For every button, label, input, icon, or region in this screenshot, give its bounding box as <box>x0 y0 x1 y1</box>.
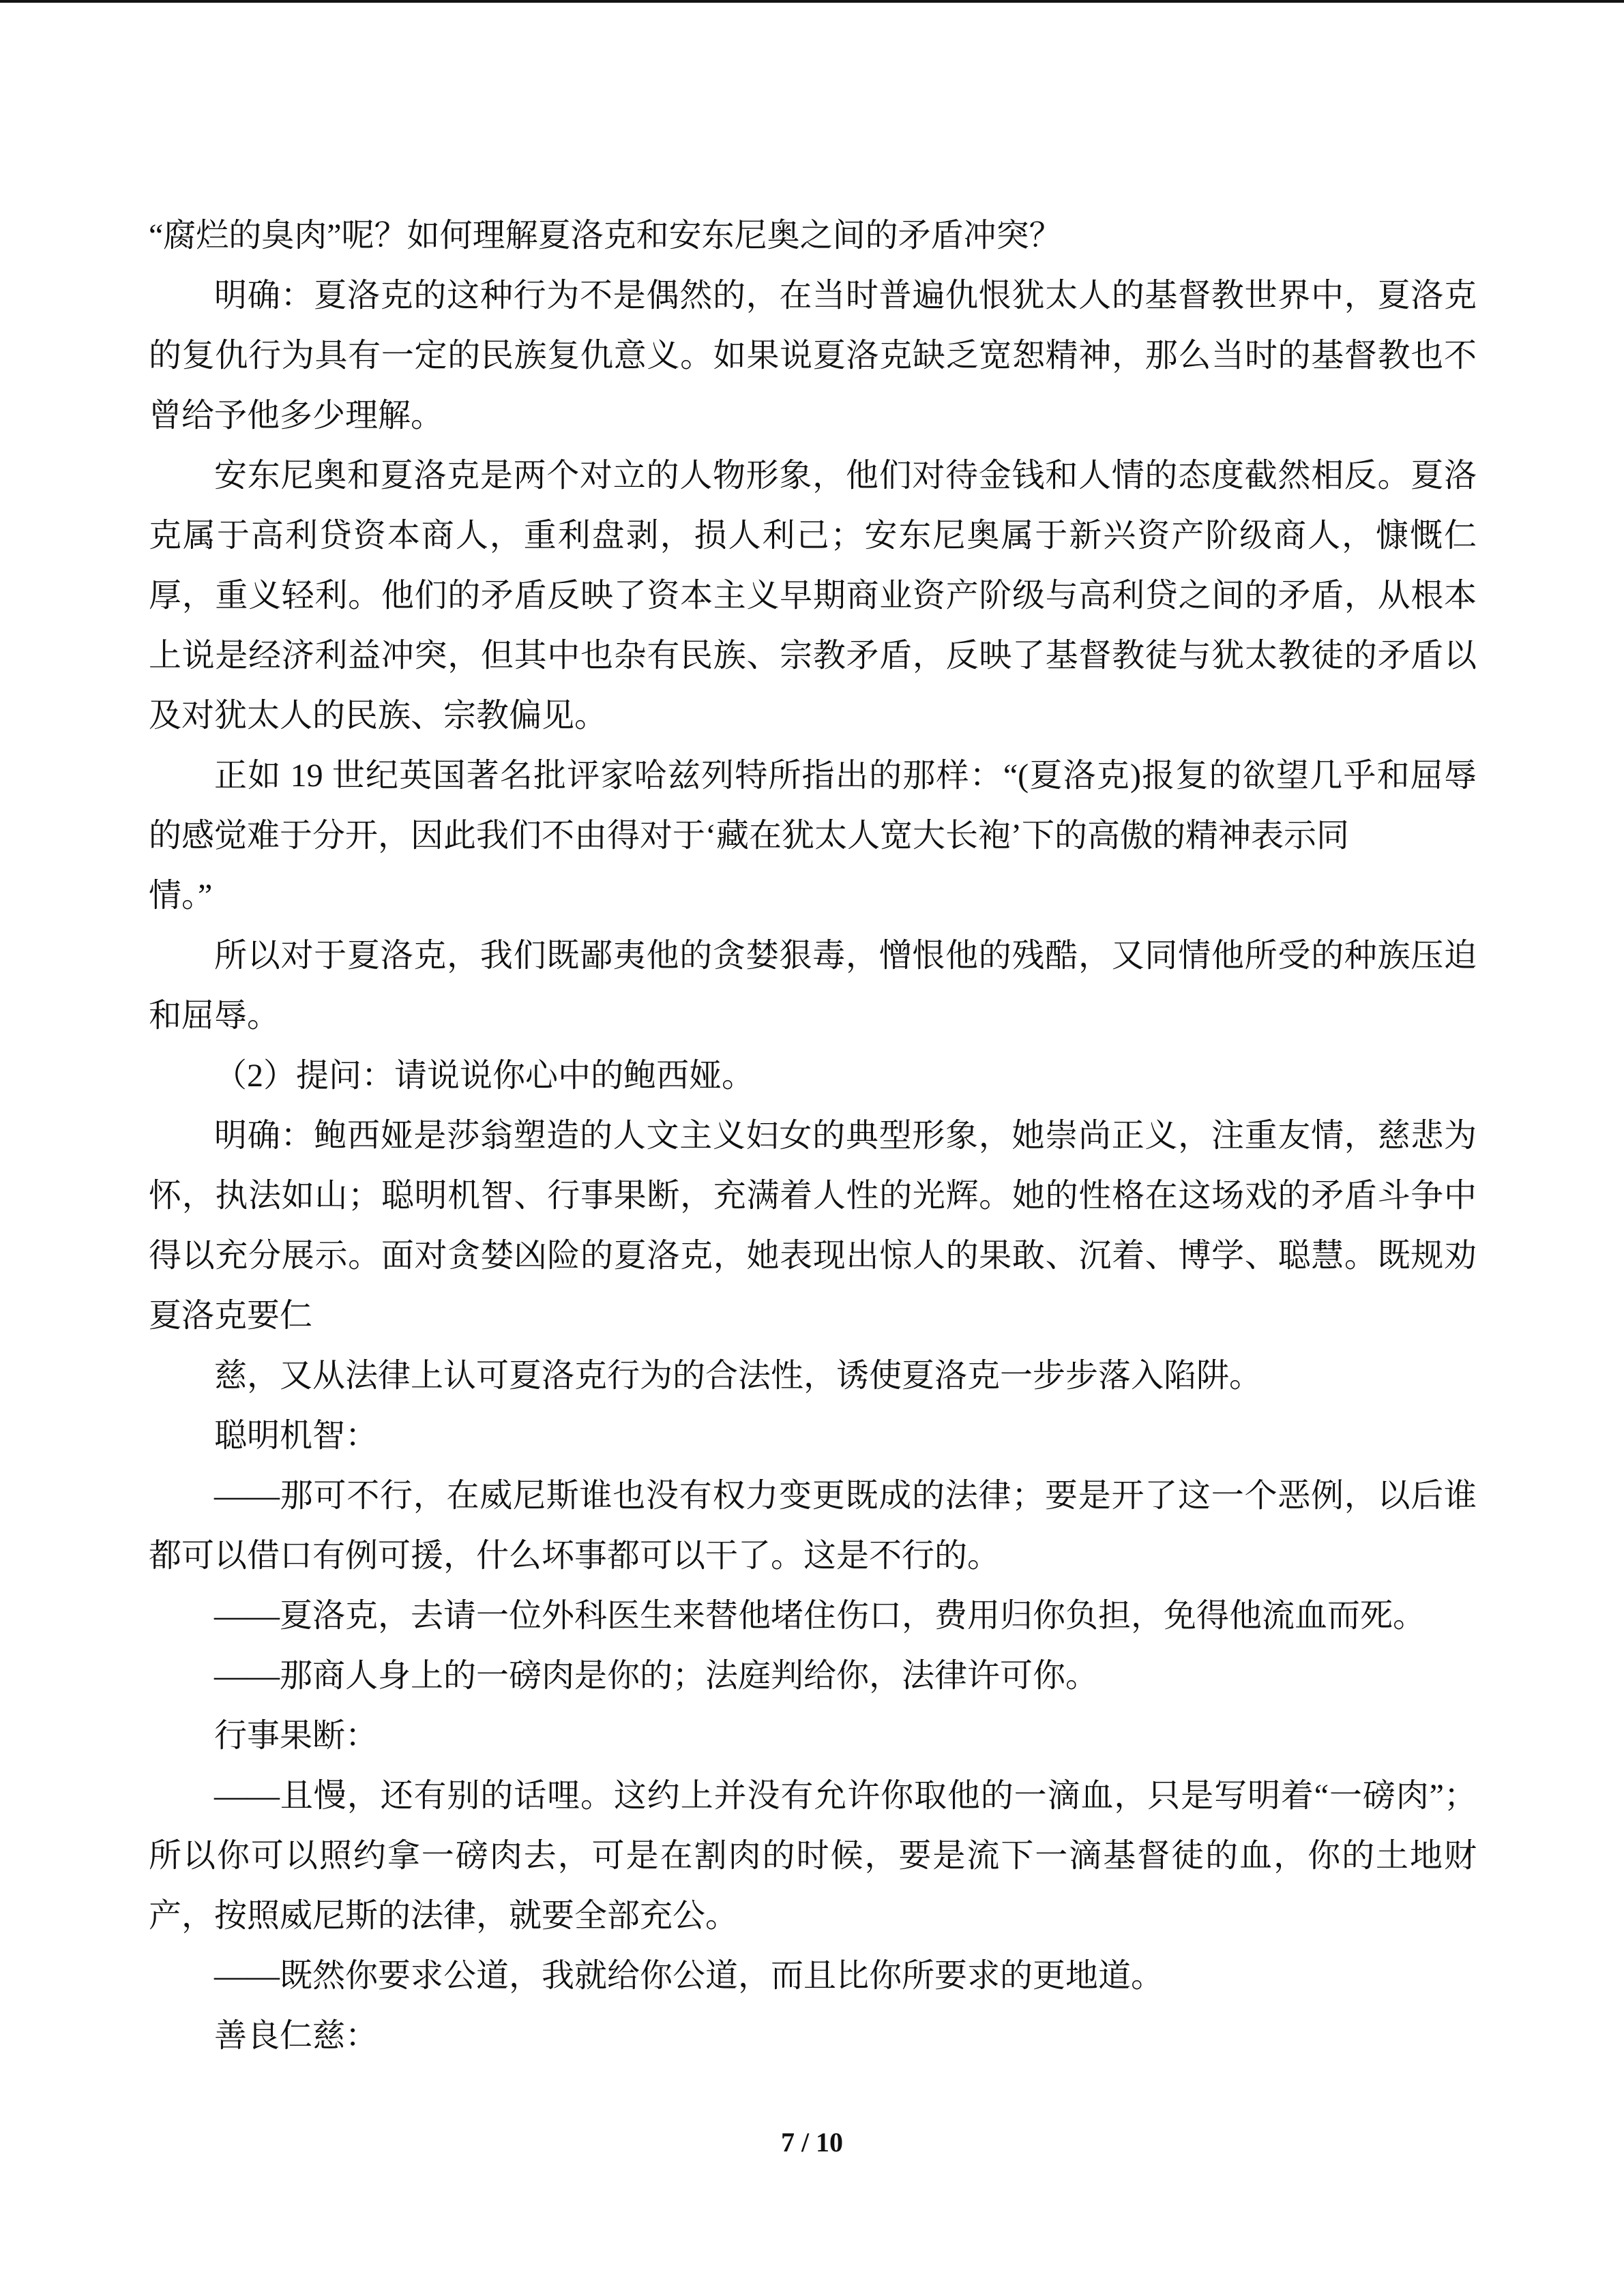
line-08: 上说是经济利益冲突，但其中也杂有民族、宗教矛盾，反映了基督教徒与犹太教徒的矛盾以 <box>149 638 1477 674</box>
line-31: 善良仁慈： <box>214 2018 379 2054</box>
line-01: “腐烂的臭肉”呢？如何理解夏洛克和安东尼奥之间的矛盾冲突？ <box>149 218 1062 254</box>
line-21: 聪明机智： <box>214 1418 379 1454</box>
line-30: ——既然你要求公道，我就给你公道，而且比你所要求的更地道。 <box>214 1958 1164 1994</box>
line-14: 和屈辱。 <box>149 998 280 1034</box>
line-12: 情。” <box>149 878 213 914</box>
line-19: 夏洛克要仁 <box>149 1298 313 1334</box>
line-17: 怀，执法如山；聪明机智、行事果断，充满着人性的光辉。她的性格在这场戏的矛盾斗争中 <box>149 1178 1477 1214</box>
line-13: 所以对于夏洛克，我们既鄙夷他的贪婪狠毒，憎恨他的残酷，又同情他所受的种族压迫 <box>214 938 1477 974</box>
line-11: 的感觉难于分开，因此我们不由得对于‘藏在犹太人宽大长袍’下的高傲的精神表示同 <box>149 818 1349 854</box>
line-20: 慈，又从法律上认可夏洛克行为的合法性，诱使夏洛克一步步落入陷阱。 <box>214 1358 1263 1394</box>
line-09: 及对犹太人的民族、宗教偏见。 <box>149 698 608 734</box>
document-body <box>149 206 1477 2066</box>
line-18: 得以充分展示。面对贪婪凶险的夏洛克，她表现出惊人的果敢、沉着、博学、聪慧。既规劝 <box>149 1238 1477 1274</box>
line-22: ——那可不行，在威尼斯谁也没有权力变更既成的法律；要是开了这一个恶例，以后谁 <box>214 1478 1477 1514</box>
line-16: 明确：鲍西娅是莎翁塑造的人文主义妇女的典型形象，她崇尚正义，注重友情，慈悲为 <box>214 1118 1477 1154</box>
line-02: 明确：夏洛克的这种行为不是偶然的，在当时普遍仇恨犹太人的基督教世界中，夏洛克 <box>214 278 1477 314</box>
window-top-edge <box>0 0 1624 3</box>
line-24: ——夏洛克，去请一位外科医生来替他堵住伤口，费用归你负担，免得他流血而死。 <box>214 1598 1426 1634</box>
line-29: 产，按照威尼斯的法律，就要全部充公。 <box>149 1898 739 1934</box>
line-23: 都可以借口有例可援，什么坏事都可以干了。这是不行的。 <box>149 1538 1001 1574</box>
line-26: 行事果断： <box>214 1718 379 1754</box>
page-number: 7 / 10 <box>780 2127 844 2158</box>
line-04: 曾给予他多少理解。 <box>149 398 444 434</box>
line-10: 正如 19 世纪英国著名批评家哈兹列特所指出的那样：“(夏洛克)报复的欲望几乎和屈辱 <box>214 758 1477 794</box>
line-28: 所以你可以照约拿一磅肉去，可是在割肉的时候，要是流下一滴基督徒的血，你的土地财 <box>149 1838 1477 1874</box>
line-27: ——且慢，还有别的话哩。这约上并没有允许你取他的一滴血，只是写明着“一磅肉”； <box>214 1778 1477 1814</box>
line-25: ——那商人身上的一磅肉是你的；法庭判给你，法律许可你。 <box>214 1658 1099 1694</box>
line-07: 厚，重义轻利。他们的矛盾反映了资本主义早期商业资产阶级与高利贷之间的矛盾，从根本 <box>149 578 1477 614</box>
line-15: （2）提问：请说说你心中的鲍西娅。 <box>214 1058 755 1094</box>
line-06: 克属于高利贷资本商人，重利盘剥，损人利己；安东尼奥属于新兴资产阶级商人，慷慨仁 <box>149 518 1477 554</box>
line-03: 的复仇行为具有一定的民族复仇意义。如果说夏洛克缺乏宽恕精神，那么当时的基督教也不 <box>149 338 1477 374</box>
line-05: 安东尼奥和夏洛克是两个对立的人物形象，他们对待金钱和人情的态度截然相反。夏洛 <box>214 458 1477 494</box>
